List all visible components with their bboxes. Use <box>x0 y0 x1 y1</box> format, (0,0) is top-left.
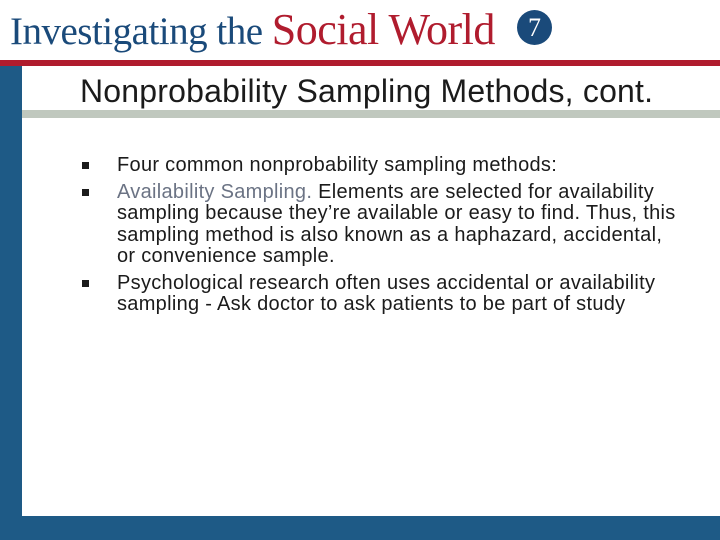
slide-header <box>0 0 720 64</box>
book-title-part2: Social World <box>271 5 495 54</box>
square-bullet-icon <box>82 280 89 287</box>
edition-badge: 7 <box>517 10 552 45</box>
title-underline-band <box>22 110 720 118</box>
slide-title: Nonprobability Sampling Methods, cont. <box>80 73 654 109</box>
square-bullet-icon <box>82 189 89 196</box>
bullet-item <box>82 273 682 316</box>
book-title-part1: Investigating the <box>10 10 272 53</box>
bullet-text: Four common nonprobability sampling methods: <box>117 154 558 176</box>
bullet-item <box>82 182 682 268</box>
bullet-list <box>82 155 682 321</box>
left-accent-bar <box>0 66 22 540</box>
bottom-accent-bar <box>0 516 720 540</box>
bullet-term: Availability Sampling. <box>117 180 313 203</box>
book-title-logo <box>10 4 495 55</box>
header-red-rule <box>0 60 720 66</box>
square-bullet-icon <box>82 162 89 169</box>
bullet-text: Elements are selected for availability sampling because they’re available or easy to find. Thus, this sampling method is also known as a haphazard, accidental, or convenience sample. <box>117 180 676 267</box>
bullet-text: Psychological research often uses accidental or availability sampling - Ask doctor to ask patients to be part of study <box>117 271 656 315</box>
bullet-item <box>82 155 682 177</box>
